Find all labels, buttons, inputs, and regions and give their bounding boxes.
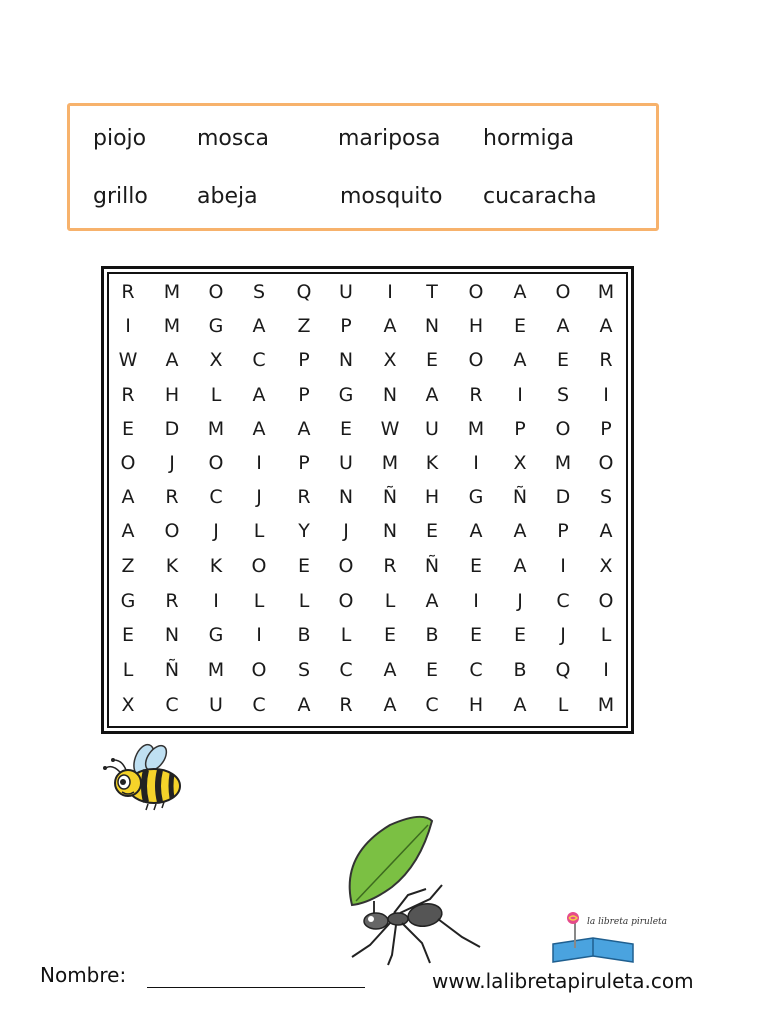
grid-letter[interactable]: C xyxy=(252,694,266,716)
grid-letter[interactable]: E xyxy=(297,555,310,577)
grid-letter[interactable]: R xyxy=(297,486,311,508)
grid-letter[interactable]: N xyxy=(164,624,180,646)
name-label: Nombre: xyxy=(40,963,127,987)
grid-letter[interactable]: U xyxy=(339,452,353,474)
word-mosquito: mosquito xyxy=(340,184,443,209)
grid-letter[interactable]: A xyxy=(599,520,613,542)
grid-letter[interactable]: X xyxy=(513,452,527,474)
word-hormiga: hormiga xyxy=(483,126,575,151)
grid-letter[interactable]: P xyxy=(298,452,310,474)
grid-letter[interactable]: M xyxy=(597,281,615,303)
grid-letter[interactable]: A xyxy=(121,520,135,542)
grid-letter[interactable]: C xyxy=(425,694,439,716)
grid-letter[interactable]: A xyxy=(297,418,311,440)
grid-letter[interactable]: W xyxy=(380,418,400,440)
grid-letter[interactable]: I xyxy=(387,281,393,303)
grid-letter[interactable]: C xyxy=(339,659,353,681)
grid-letter[interactable]: O xyxy=(468,349,484,371)
grid-letter[interactable]: X xyxy=(599,555,613,577)
grid-letter[interactable]: N xyxy=(382,520,398,542)
grid-letter[interactable]: P xyxy=(557,520,569,542)
grid-letter[interactable]: R xyxy=(339,694,353,716)
grid-letter[interactable]: J xyxy=(517,590,523,612)
word-cucaracha: cucaracha xyxy=(483,184,597,209)
grid-letter[interactable]: R xyxy=(121,281,135,303)
grid-letter[interactable]: E xyxy=(121,624,134,646)
grid-letter[interactable]: R xyxy=(165,486,179,508)
grid-letter[interactable]: L xyxy=(253,520,265,542)
grid-letter[interactable]: I xyxy=(473,590,479,612)
grid-letter[interactable]: A xyxy=(513,349,527,371)
bee-icon xyxy=(98,738,194,814)
grid-letter[interactable]: R xyxy=(165,590,179,612)
grid-letter[interactable]: O xyxy=(555,418,571,440)
grid-letter[interactable]: J xyxy=(169,452,175,474)
grid-letter[interactable]: I xyxy=(517,384,523,406)
grid-letter[interactable]: Ñ xyxy=(512,486,528,508)
grid-letter[interactable]: O xyxy=(338,590,354,612)
grid-letter[interactable]: S xyxy=(297,659,311,681)
grid-letter[interactable]: M xyxy=(163,281,181,303)
grid-letter[interactable]: L xyxy=(600,624,612,646)
word-grillo: grillo xyxy=(93,184,148,209)
grid-letter[interactable]: O xyxy=(598,590,614,612)
grid-letter[interactable]: N xyxy=(338,349,354,371)
grid-letter[interactable]: G xyxy=(208,624,224,646)
grid-letter[interactable]: L xyxy=(122,659,134,681)
grid-letter[interactable]: S xyxy=(252,281,266,303)
grid-letter[interactable]: B xyxy=(425,624,439,646)
grid-letter[interactable]: E xyxy=(425,349,438,371)
grid-letter[interactable]: K xyxy=(425,452,439,474)
grid-letter[interactable]: N xyxy=(382,384,398,406)
grid-letter[interactable]: G xyxy=(338,384,354,406)
grid-letter[interactable]: E xyxy=(339,418,352,440)
grid-letter[interactable]: A xyxy=(383,694,397,716)
grid-letter[interactable]: L xyxy=(340,624,352,646)
grid-letter[interactable]: O xyxy=(120,452,136,474)
grid-letter[interactable]: G xyxy=(120,590,136,612)
grid-letter[interactable]: I xyxy=(213,590,219,612)
grid-letter[interactable]: U xyxy=(209,694,223,716)
grid-letter[interactable]: H xyxy=(468,694,484,716)
grid-letter[interactable]: O xyxy=(251,659,267,681)
grid-letter[interactable]: B xyxy=(513,659,527,681)
grid-letter[interactable]: A xyxy=(383,315,397,337)
grid-letter[interactable]: A xyxy=(513,555,527,577)
grid-letter[interactable]: X xyxy=(121,694,135,716)
grid-letter[interactable]: M xyxy=(207,418,225,440)
word-piojo: piojo xyxy=(93,126,147,151)
grid-letter[interactable]: O xyxy=(164,520,180,542)
grid-letter[interactable]: P xyxy=(340,315,352,337)
grid-letter[interactable]: Q xyxy=(296,281,312,303)
grid-letter[interactable]: P xyxy=(298,384,310,406)
grid-letter[interactable]: X xyxy=(209,349,223,371)
grid-letter[interactable]: N xyxy=(424,315,440,337)
grid-letter[interactable]: W xyxy=(118,349,138,371)
grid-letter[interactable]: J xyxy=(213,520,219,542)
name-field-line[interactable] xyxy=(147,987,365,988)
grid-letter[interactable]: J xyxy=(256,486,262,508)
grid-letter[interactable]: A xyxy=(425,384,439,406)
ant-carrying-leaf-icon xyxy=(330,815,490,965)
word-mariposa: mariposa xyxy=(338,126,441,151)
grid-letter[interactable]: O xyxy=(468,281,484,303)
grid-letter[interactable]: M xyxy=(163,315,181,337)
grid-letter[interactable]: J xyxy=(560,624,566,646)
grid-letter[interactable]: L xyxy=(253,590,265,612)
grid-letter[interactable]: O xyxy=(208,452,224,474)
grid-letter[interactable]: M xyxy=(597,694,615,716)
grid-letter[interactable]: E xyxy=(513,624,526,646)
grid-letter[interactable]: M xyxy=(381,452,399,474)
grid-letter[interactable]: O xyxy=(208,281,224,303)
grid-letter[interactable]: I xyxy=(560,555,566,577)
grid-letter[interactable]: A xyxy=(513,281,527,303)
grid-letter[interactable]: A xyxy=(425,590,439,612)
grid-letter[interactable]: K xyxy=(209,555,223,577)
grid-letter[interactable]: I xyxy=(603,384,609,406)
word-list-box xyxy=(67,103,659,231)
grid-letter[interactable]: H xyxy=(468,315,484,337)
grid-letter[interactable]: L xyxy=(384,590,396,612)
grid-letter[interactable]: G xyxy=(208,315,224,337)
grid-letter[interactable]: A xyxy=(513,520,527,542)
grid-letter[interactable]: I xyxy=(603,659,609,681)
grid-letter[interactable]: A xyxy=(556,315,570,337)
grid-letter[interactable]: H xyxy=(424,486,440,508)
word-mosca: mosca xyxy=(197,126,269,151)
grid-letter[interactable]: J xyxy=(343,520,349,542)
grid-letter[interactable]: P xyxy=(298,349,310,371)
grid-letter[interactable]: R xyxy=(469,384,483,406)
grid-letter[interactable]: G xyxy=(468,486,484,508)
grid-letter[interactable]: K xyxy=(165,555,179,577)
grid-letter[interactable]: Z xyxy=(297,315,311,337)
grid-letter[interactable]: C xyxy=(252,349,266,371)
grid-letter[interactable]: O xyxy=(555,281,571,303)
grid-letter[interactable]: H xyxy=(164,384,180,406)
grid-letter[interactable]: Ñ xyxy=(424,555,440,577)
grid-letter[interactable]: S xyxy=(599,486,613,508)
grid-letter[interactable]: A xyxy=(469,520,483,542)
grid-letter[interactable]: L xyxy=(298,590,310,612)
grid-letter[interactable]: P xyxy=(600,418,612,440)
grid-letter[interactable]: X xyxy=(383,349,397,371)
grid-letter[interactable]: A xyxy=(599,315,613,337)
grid-letter[interactable]: E xyxy=(469,555,482,577)
grid-letter[interactable]: A xyxy=(297,694,311,716)
grid-letter[interactable]: C xyxy=(209,486,223,508)
grid-letter[interactable]: M xyxy=(467,418,485,440)
grid-letter[interactable]: T xyxy=(426,281,438,303)
grid-letter[interactable]: L xyxy=(210,384,222,406)
website-url: www.lalibretapiruleta.com xyxy=(432,969,694,993)
grid-letter[interactable]: I xyxy=(256,452,262,474)
grid-letter[interactable]: B xyxy=(297,624,311,646)
grid-letter[interactable]: E xyxy=(383,624,396,646)
libreta-piruleta-logo xyxy=(545,908,668,968)
grid-letter[interactable]: R xyxy=(599,349,613,371)
grid-letter[interactable]: Ñ xyxy=(164,659,180,681)
grid-letter[interactable]: I xyxy=(256,624,262,646)
grid-letter[interactable]: A xyxy=(121,486,135,508)
logo-text-top: la libreta piruleta xyxy=(587,917,668,927)
grid-letter[interactable]: L xyxy=(557,694,569,716)
grid-letter[interactable]: E xyxy=(425,520,438,542)
grid-letter[interactable]: M xyxy=(207,659,225,681)
grid-letter[interactable]: E xyxy=(469,624,482,646)
grid-letter[interactable]: Ñ xyxy=(382,486,398,508)
grid-letter[interactable]: R xyxy=(383,555,397,577)
grid-letter[interactable]: D xyxy=(164,418,180,440)
grid-letter[interactable]: S xyxy=(556,384,570,406)
grid-letter[interactable]: I xyxy=(473,452,479,474)
grid-letter[interactable]: A xyxy=(383,659,397,681)
grid-letter[interactable]: C xyxy=(165,694,179,716)
word-abeja: abeja xyxy=(197,184,258,209)
grid-letter[interactable]: C xyxy=(469,659,483,681)
grid-letter[interactable]: C xyxy=(556,590,570,612)
grid-letter[interactable]: E xyxy=(556,349,569,371)
grid-letter[interactable]: E xyxy=(121,418,134,440)
grid-letter[interactable]: O xyxy=(338,555,354,577)
grid-letter[interactable]: Q xyxy=(555,659,571,681)
grid-letter[interactable]: D xyxy=(555,486,571,508)
grid-letter[interactable]: O xyxy=(251,555,267,577)
grid-letter[interactable]: I xyxy=(125,315,131,337)
grid-letter[interactable]: Z xyxy=(121,555,135,577)
grid-letter[interactable]: Y xyxy=(298,520,310,542)
grid-letter[interactable]: U xyxy=(425,418,439,440)
grid-letter[interactable]: O xyxy=(598,452,614,474)
grid-letter[interactable]: E xyxy=(425,659,438,681)
grid-letter[interactable]: A xyxy=(252,384,266,406)
grid-letter[interactable]: P xyxy=(514,418,526,440)
grid-letter[interactable]: N xyxy=(338,486,354,508)
grid-letter[interactable]: A xyxy=(513,694,527,716)
grid-letter[interactable]: U xyxy=(339,281,353,303)
grid-letter[interactable]: A xyxy=(252,315,266,337)
grid-letter[interactable]: A xyxy=(165,349,179,371)
grid-letter[interactable]: E xyxy=(513,315,526,337)
grid-letter[interactable]: M xyxy=(554,452,572,474)
grid-letter[interactable]: R xyxy=(121,384,135,406)
grid-letter[interactable]: A xyxy=(252,418,266,440)
